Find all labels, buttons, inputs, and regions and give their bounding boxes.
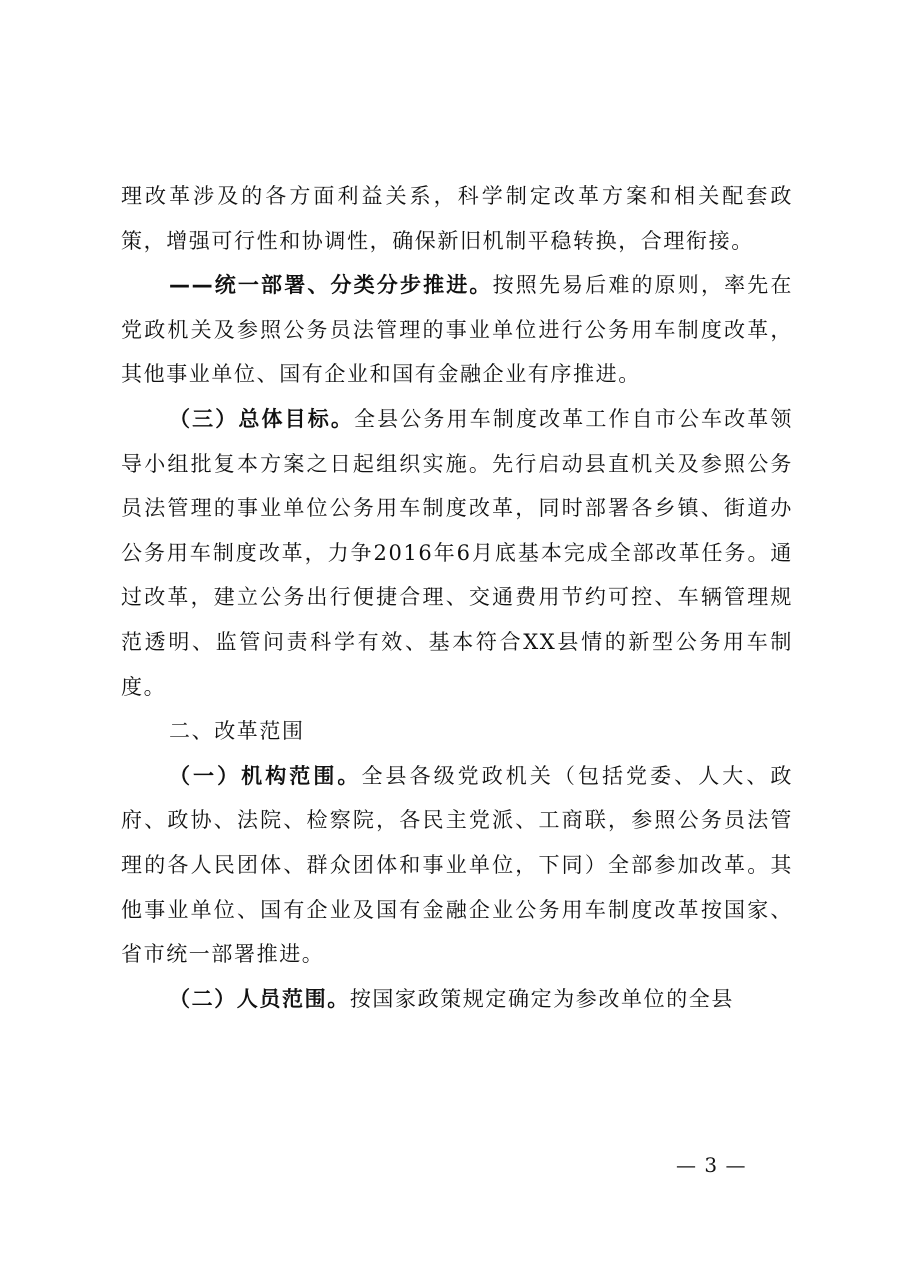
document-body <box>121 174 793 1021</box>
paragraph-text: 按国家政策规定确定为参改单位的全县 <box>349 986 735 1011</box>
paragraph-text: 理改革涉及的各方面利益关系，科学制定改革方案和相关配套政策，增强可行性和协调性，确保新旧机制平稳转换，合理衔接。 <box>121 184 793 253</box>
paragraph-personnel-scope <box>121 977 793 1022</box>
paragraph-principle <box>121 263 793 397</box>
paragraph-text: 按照先易后难的原则，率先在党政机关及参照公务员法管理的事业单位进行公务用车制度改革，其他事业单位、国有企业和国有金融企业有序推进。 <box>121 273 793 387</box>
paragraph-heading: （三）总体目标。 <box>169 406 355 431</box>
paragraph-text: 全县各级党政机关（包括党委、人大、政府、政协、法院、检察院，各民主党派、工商联，参照公务员法管理的各人民团体、群众团体和事业单位，下同）全部参加改革。其他事业单位、国有企业及国有金融企业公务用车制度改革按国家、省市统一部署推进。 <box>121 763 793 967</box>
paragraph-overall-goal <box>121 397 793 709</box>
paragraph-institution-scope <box>121 754 793 977</box>
section-heading-text: 二、改革范围 <box>169 719 305 744</box>
paragraph-text: 全县公务用车制度改革工作自市公车改革领导小组批复本方案之日起组织实施。先行启动县直机关及参照公务员法管理的事业单位公务用车制度改革，同时部署各乡镇、街道办公务用车制度改革，力争2016年6月底基本完成全部改革任务。通过改革，建立公务出行便捷合理、交通费用节约可控、车辆管理规范透明、监管问责科学有效、基本符合XX县情的新型公务用车制度。 <box>121 406 793 699</box>
paragraph-continuation <box>121 174 793 263</box>
paragraph-heading: （二）人员范围。 <box>169 986 350 1011</box>
section-heading-reform-scope <box>121 709 793 754</box>
paragraph-heading: （一）机构范围。 <box>169 763 362 788</box>
page-number: — 3 — <box>676 1153 747 1177</box>
paragraph-heading: ——统一部署、分类分步推进。 <box>169 273 493 298</box>
